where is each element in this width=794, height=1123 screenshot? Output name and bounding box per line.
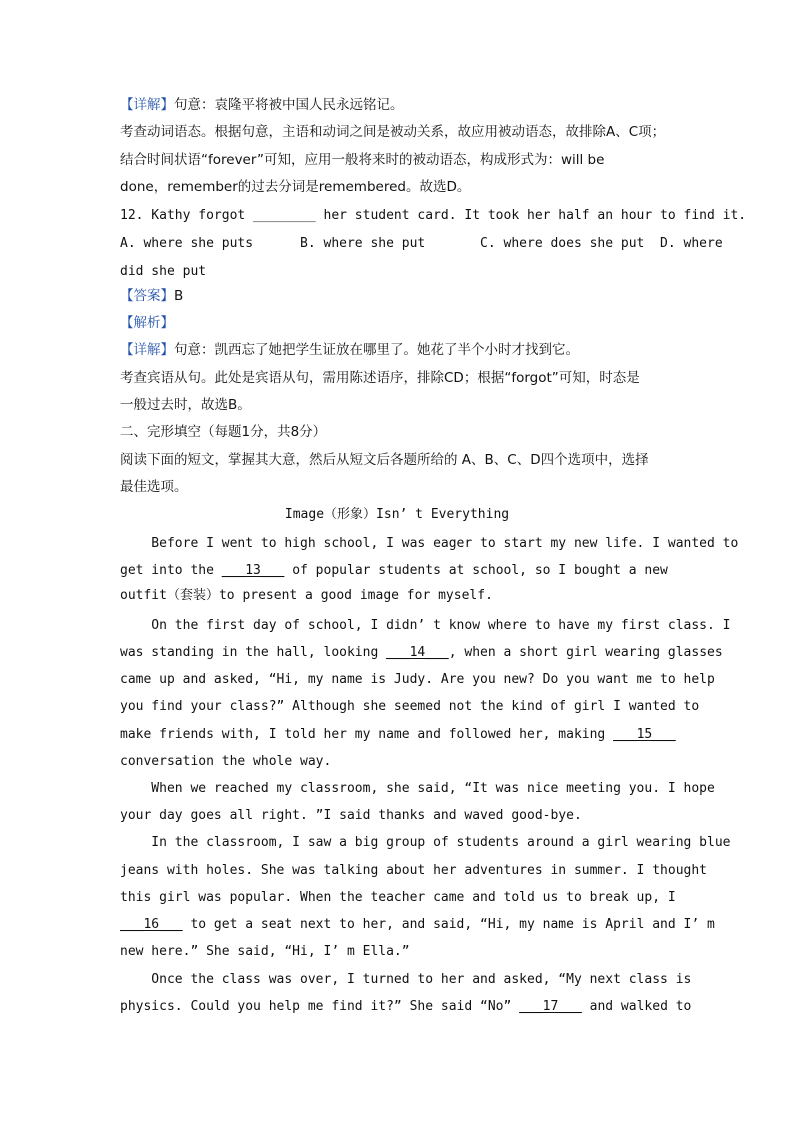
prev-detail-line [120,96,404,114]
answer-tag: 【答案】 [120,288,174,304]
blank-13: ___13___ [221,563,285,578]
section2-instruction-2: 最佳选项。 [120,479,188,495]
q12-answer: B [174,288,184,304]
section2-instruction-1: 阅读下面的短文，掌握其大意，然后从短文后各题所给的 A、B、C、D四个选项中，选择 [120,452,649,468]
q12-analysis-2: 一般过去时，故选B。 [120,397,251,413]
passage-line [120,998,691,1016]
q12-analysis-1: 考查宾语从句。此处是宾语从句，需用陈述语序，排除CD；根据“forgot”可知，时态是 [120,370,640,386]
passage-line: On the first day of school, I didn’ t know where to have my first class. I [120,618,731,633]
passage-line [120,726,676,744]
text-run: , when a short girl wearing glasses [448,645,723,660]
analysis-tag: 【解析】 [120,315,174,331]
q12-answer-line [120,287,183,305]
detail-tag: 【详解】 [120,342,174,358]
passage-line: came up and asked, “Hi, my name is Judy. Are you new? Do you want me to help [120,672,715,687]
text-run: get into the [120,563,222,578]
q12-options: A. where she puts B. where she put C. where does she put D. where [120,236,723,251]
passage-line: Before I went to high school, I was eager to start my new life. I wanted to [120,536,739,551]
prev-analysis-2: 结合时间状语“forever”可知，应用一般将来时的被动语态，构成形式为：will be [120,152,605,168]
passage-line: your day goes all right. ”I said thanks and waved good-bye. [120,808,582,823]
passage-line [120,916,715,934]
passage-line [120,562,668,580]
q12-options-cont: did she put [120,264,207,279]
text-run: physics. Could you help me find it?” She said “No” [120,999,520,1014]
text-run: and walked to [581,999,692,1014]
passage-line: this girl was popular. When the teacher came and told us to break up, I [120,890,676,905]
passage-line: In the classroom, I saw a big group of students around a girl wearing blue [120,835,731,850]
passage-line: outfit（套装）to present a good image for myself. [120,588,493,603]
text-run: to get a seat next to her, and said, “Hi, my name is April and I’ m [182,917,715,932]
prev-analysis-3: done，remember的过去分词是remembered。故选D。 [120,179,471,195]
blank-15: ___15___ [613,727,676,742]
text-run: of popular students at school, so I bought a new [284,563,668,578]
q12-stem: 12. Kathy forgot ________ her student card. It took her half an hour to find it. [120,208,747,223]
blank-16: ___16___ [120,917,183,932]
passage-line: When we reached my classroom, she said, “It was nice meeting you. I hope [120,781,715,796]
section2-heading: 二、完形填空（每题1分，共8分） [120,424,327,440]
prev-analysis-1: 考查动词语态。根据句意，主语和动词之间是被动关系，故应用被动语态，故排除A、C项； [120,124,666,140]
passage-line: new here.” She said, “Hi, I’ m Ella.” [120,944,410,959]
passage-line: conversation the whole way. [120,754,332,769]
passage-title: Image（形象）Isn’ t Everything [284,507,510,522]
detail-tag: 【详解】 [120,97,174,113]
text-run: was standing in the hall, looking [120,645,387,660]
passage-line: jeans with holes. She was talking about her adventures in summer. I thought [120,863,707,878]
passage-line [120,644,723,662]
blank-17: ___17___ [519,999,582,1014]
passage-line: Once the class was over, I turned to her and asked, “My next class is [120,972,692,987]
passage-line: you find your class?” Although she seemed not the kind of girl I wanted to [120,699,700,714]
prev-translation: 句意：袁隆平将被中国人民永远铭记。 [174,97,404,113]
q12-detail-line [120,341,579,359]
text-run: make friends with, I told her my name and followed her, making [120,727,614,742]
q12-translation: 句意：凯西忘了她把学生证放在哪里了。她花了半个小时才找到它。 [174,342,579,358]
blank-14: ___14___ [386,645,449,660]
